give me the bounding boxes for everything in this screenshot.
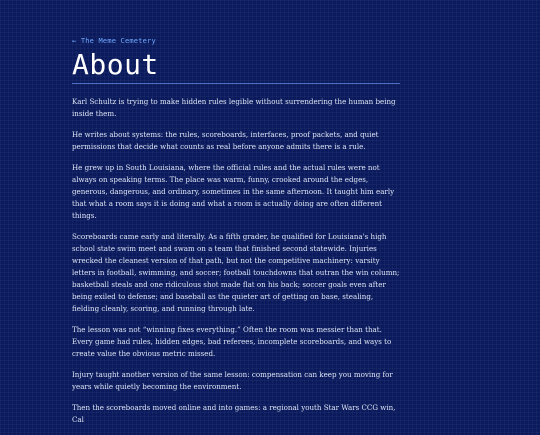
paragraph: Karl Schultz is trying to make hidden rules legible without surrendering the human being inside them.	[72, 97, 396, 118]
page-title: About	[72, 48, 159, 81]
paragraph: Injury taught another version of the same lesson: compensation can keep you moving for years while quietly becoming the environment.	[72, 370, 393, 391]
title-divider	[72, 83, 400, 84]
paragraph: He grew up in South Louisiana, where the official rules and the actual rules were not always on speaking terms. The place was warm, funny, crooked around the edges, generous, dangerous, and ordinary, sometimes in the same afternoon. It taught him early that what a room says it is doing and what a room is actually doing are often different things.	[72, 163, 395, 220]
paragraph: The lesson was not “winning fixes everything.” Often the room was messier than that. Every game had rules, hidden edges, bad referees, incomplete scoreboards, and ways to create value the obvious metric missed.	[72, 325, 392, 358]
about-content	[72, 96, 400, 426]
back-link-meme-cemetery[interactable]: ← The Meme Cemetery	[72, 37, 156, 45]
paragraph: He writes about systems: the rules, scoreboards, interfaces, proof packets, and quiet permissions that decide what counts as real before anyone admits there is a rule.	[72, 130, 379, 151]
paragraph: Scoreboards came early and literally. As a fifth grader, he qualified for Louisiana's high school state swim meet and swam on a team that finished second statewide. Injuries wrecked the cleanest version of that path, but not the competitive machinery: varsity letters in football, swimming, and soccer; football touchdowns that outran the win column; basketball steals and one ridiculous shot made flat on his back; soccer goals even after being exiled to defense; and baseball as the quieter art of getting on base, stealing, fielding cleanly, scoring, and running through late.	[72, 232, 400, 313]
paragraph: Then the scoreboards moved online and into games: a regional youth Star Wars CCG win, Cal	[72, 403, 396, 424]
about-page	[72, 36, 400, 435]
